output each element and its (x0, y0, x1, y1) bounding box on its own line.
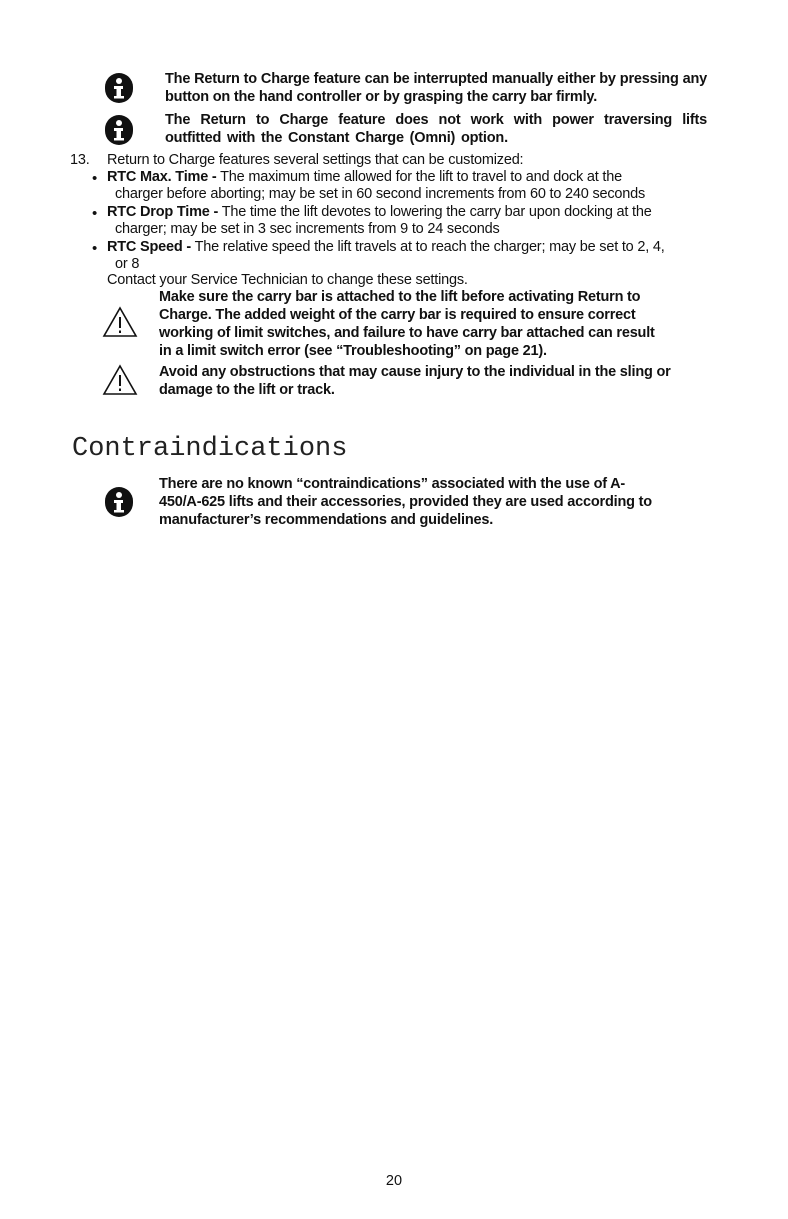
note-text: The Return to Charge feature does not work with power traversing lifts outfitted with the Constant Charge (Omni) option. (165, 112, 707, 146)
bullet-text: The maximum time allowed for the lift to travel to and dock at the (220, 169, 622, 185)
section-heading-contraindications: Contraindications (72, 434, 348, 464)
warning-icon (102, 364, 138, 396)
warning-line: Charge. The added weight of the carry bar is required to ensure correct (159, 307, 636, 323)
info-icon (104, 114, 134, 146)
warning-icon (102, 306, 138, 338)
bullet-label: RTC Speed - (107, 239, 191, 255)
bullet-rtc-drop-time (107, 204, 713, 238)
contact-text: Contact your Service Technician to change these settings. (107, 272, 468, 288)
item-number: 13. (70, 152, 90, 168)
bullet-dot: • (92, 205, 98, 222)
warning-text (159, 288, 719, 360)
bullet-dot: • (92, 240, 98, 257)
bullet-label: RTC Max. Time - (107, 169, 217, 185)
info-icon (104, 486, 134, 518)
warning-line: working of limit switches, and failure to have carry bar attached can result (159, 325, 655, 341)
bullet-rtc-speed (107, 239, 713, 273)
note-text (159, 475, 719, 529)
note-line: 450/A-625 lifts and their accessories, provided they are used according to (159, 494, 652, 510)
note-text: The Return to Charge feature can be interrupted manually either by pressing any button on the hand controller or by grasping the carry bar firmly. (165, 71, 707, 105)
bullet-text: The time the lift devotes to lowering the carry bar upon docking at the (221, 204, 652, 220)
warning-line: damage to the lift or track. (159, 382, 335, 398)
bullet-label: RTC Drop Time - (107, 204, 219, 220)
bullet-dot: • (92, 170, 98, 187)
note-line: manufacturer’s recommendations and guidelines. (159, 512, 494, 528)
note-line: There are no known “contraindications” associated with the use of A- (159, 476, 626, 492)
bullet-rtc-max-time (107, 169, 713, 203)
warning-line: in a limit switch error (see “Troubleshooting” on page 21). (159, 343, 547, 359)
item-intro: Return to Charge features several settings that can be customized: (107, 152, 524, 168)
bullet-text: The relative speed the lift travels at to reach the charger; may be set to 2, 4, (194, 239, 665, 255)
bullet-text-cont: charger; may be set in 3 sec increments from 9 to 24 seconds (115, 221, 500, 237)
bullet-text-cont: or 8 (115, 256, 140, 272)
warning-text (159, 363, 719, 399)
bullet-text-cont: charger before aborting; may be set in 60 second increments from 60 to 240 seconds (115, 186, 646, 202)
page-number: 20 (385, 1173, 403, 1189)
warning-line: Avoid any obstructions that may cause injury to the individual in the sling or (159, 364, 671, 380)
warning-line: Make sure the carry bar is attached to the lift before activating Return to (159, 289, 641, 305)
info-icon (104, 72, 134, 104)
